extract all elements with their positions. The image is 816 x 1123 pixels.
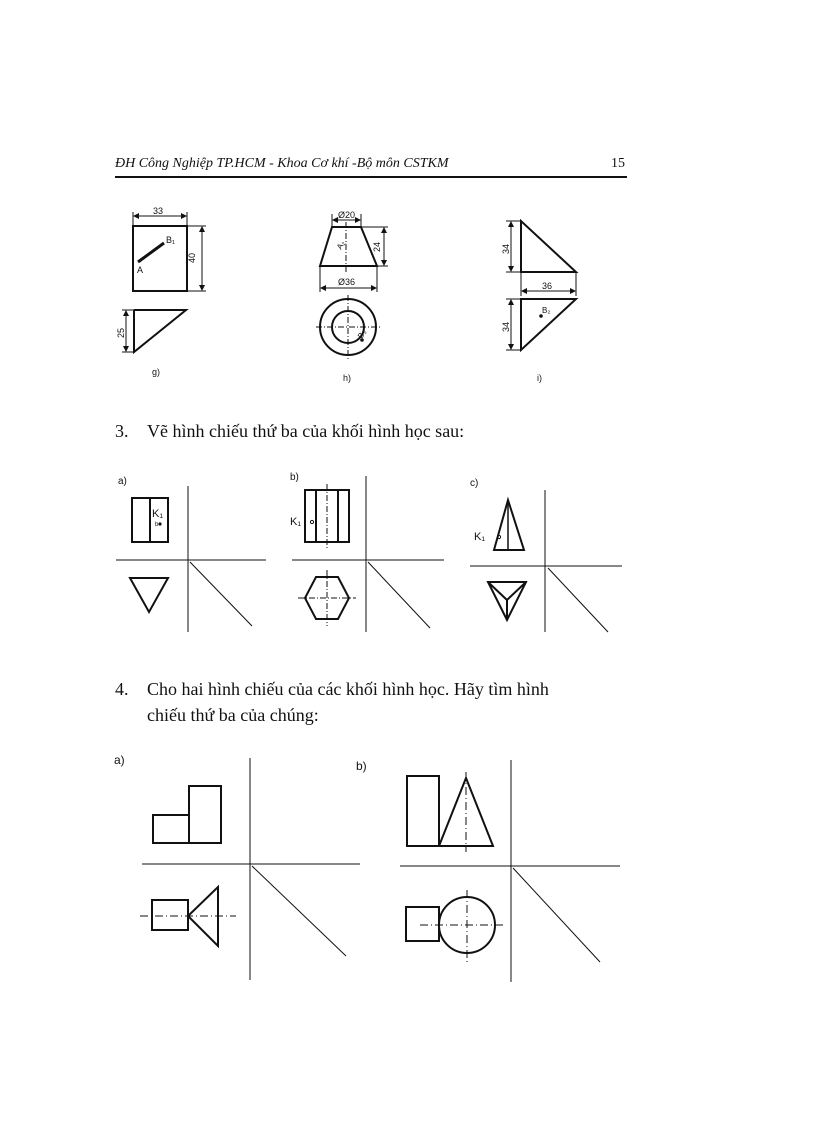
question-3-text: Vẽ hình chiếu thứ ba của khối hình học sau: [147, 421, 465, 441]
figure-4a-axis [252, 866, 346, 956]
question-3-number: 3. [115, 421, 129, 441]
page-number: 15 [611, 156, 625, 171]
figure-4a-front-view-small [153, 815, 189, 843]
figure-3b-point-k: K₁ [290, 516, 302, 528]
figure-3c-point-k: K₁ [474, 531, 486, 543]
figure-4a [114, 753, 360, 980]
figure-3b-label: b) [290, 472, 299, 483]
figure-g-dim-height: 40 [187, 252, 197, 263]
figure-3a-label: a) [118, 476, 127, 487]
figure-4b-front-view-box [407, 776, 439, 846]
figure-i-point-b: B₂ [542, 306, 551, 315]
figure-i-dim-bottom-height: 34 [501, 321, 511, 332]
figure-4a-label: a) [114, 753, 125, 767]
figure-i-dim-top-height: 34 [501, 243, 511, 254]
figure-3a-point-k: K₁ [152, 508, 164, 520]
figure-g-dim-bottom: 25 [116, 327, 126, 338]
figure-h-point-a: A₂ [334, 239, 347, 251]
figure-4a-top-view-box [152, 900, 188, 930]
figure-4b-top-view-box [406, 907, 439, 941]
figure-3c-label: c) [470, 478, 479, 489]
figure-g-point-b: B₁ [166, 235, 176, 245]
figure-3a-point-k-sub: b [155, 522, 159, 528]
figure-i-dim-width: 36 [542, 281, 553, 291]
question-4-line-2: chiếu thứ ba của chúng: [147, 705, 319, 725]
figure-h-dim-height: 24 [372, 241, 382, 252]
figure-h-dim-top: Ø20 [338, 210, 356, 220]
figure-4b [356, 759, 620, 982]
figure-h-point-b: B₃ [355, 328, 369, 340]
header-title: ĐH Công Nghiệp TP.HCM - Khoa Cơ khí -Bộ môn CSTKM [115, 156, 449, 171]
figure-4b-label: b) [356, 759, 367, 773]
figure-4a-front-view-tall [189, 786, 221, 843]
question-4-number: 4. [115, 679, 129, 699]
figure-i-label: i) [537, 373, 542, 383]
figure-h-label: h) [343, 373, 352, 383]
figure-4b-axis [513, 868, 600, 962]
figure-g-dim-width: 33 [153, 206, 164, 216]
figure-g-label: g) [152, 367, 161, 377]
figure-h-dim-bottom: Ø36 [338, 277, 356, 287]
figure-g-point-a: A [137, 265, 144, 275]
question-4-line-1: Cho hai hình chiếu của các khối hình học. Hãy tìm hình [147, 679, 549, 699]
